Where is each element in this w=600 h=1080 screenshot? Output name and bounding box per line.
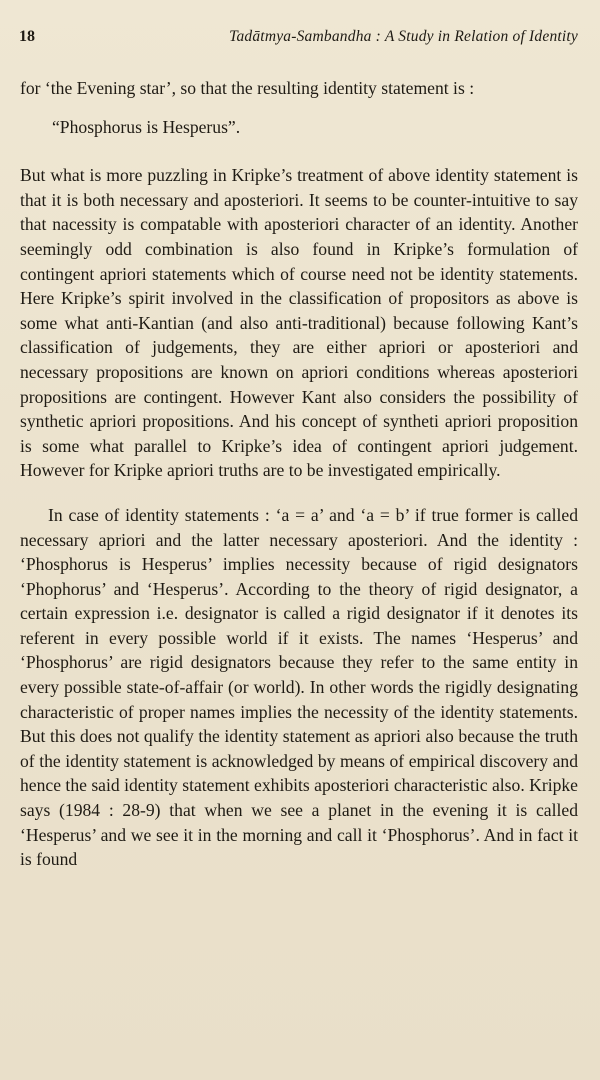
paragraph: But what is more puzzling in Kripke’s treatment of above identity statement is that it is both necessary and aposteriori. It seems to be counter-intuitive to say that nacessity is compatable with aposteriori character of an identity. Another seemingly odd combination is also found in Kripke’s formulation of contingent apriori statements which of course need not be identity statements. Here Kripke’s spirit involved in the classification of propositors as above is some what anti-Kantian (and also anti-traditional) because following Kant’s classification of judgements, they are either apriori or aposteriori and necessary propositions are known on apriori conditions whereas aposteriori propositions are contingent. However Kant also considers the possibility of synthetic apriori propositions. And his concept of syntheti apriori proposition is some what parallel to Kripke’s idea of contingent apriori judgement. However for Kripke apriori truths are to be investigated empirically. — [20, 165, 578, 481]
continuation-paragraph: for ‘the Evening star’, so that the resulting identity statement is : — [20, 78, 475, 98]
page-number: 18 — [19, 28, 35, 45]
running-head: Tadātmya-Sambandha : A Study in Relation of Identity — [229, 28, 578, 45]
page-header — [12, 28, 578, 50]
paragraph: In case of identity statements : ‘a = a’ and ‘a = b’ if true former is called necessary apriori and the latter necessary aposteriori. And the identity : ‘Phosphorus is Hesperus’ implies necessity because of rigid designators ‘Phophorus’ and ‘Hesperus’. According to the theory of rigid designator, a certain expression i.e. designator is called a rigid designator if it denotes its referent in every possible world if it exists. The names ‘Hesperus’ and ‘Phosphorus’ are rigid designators because they refer to the same entity in every possible state-of-affair (or world). In other words the rigidly designating characteristic of proper names implies the necessity of the identity statements. But this does not qualify the identity statement as apriori also because the truth of the identity statement is acknowledged by means of empirical discovery and hence the said identity statement exhibits aposteriori characteristic also. Kripke says (1984 : 28-9) that when we see a planet in the evening it is called ‘Hesperus’ and we see it in the morning and call it ‘Phosphorus’. And in fact it is found — [20, 504, 578, 870]
body-text — [12, 76, 578, 872]
block-quote: “Phosphorus is Hesperus”. — [52, 116, 241, 137]
